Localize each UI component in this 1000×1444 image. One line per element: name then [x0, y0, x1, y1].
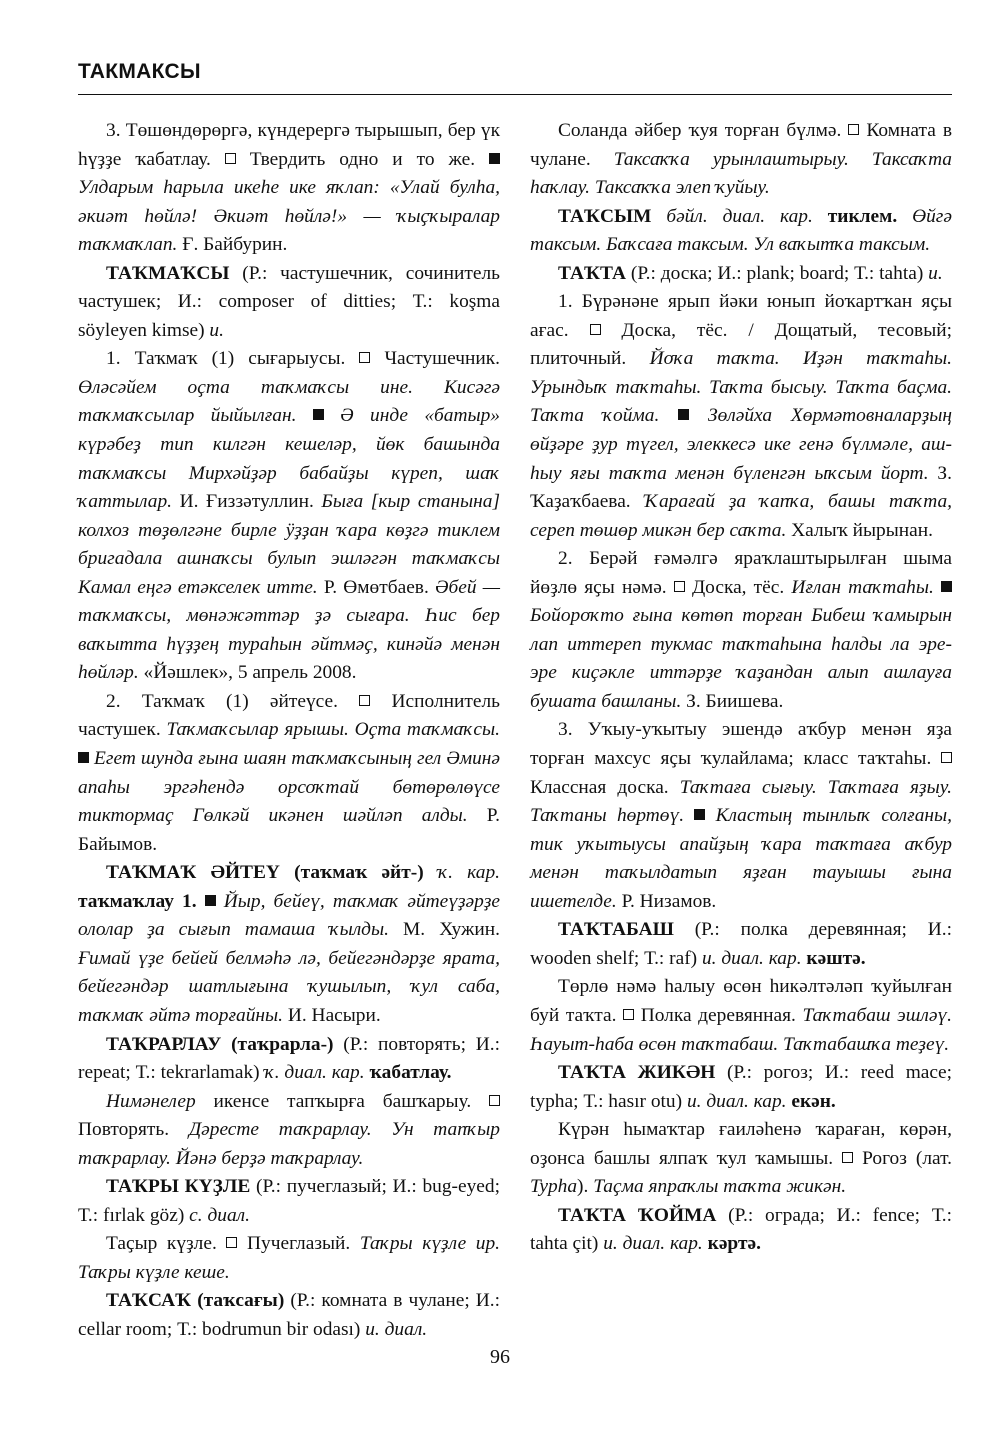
headword-text: екән.: [791, 1090, 836, 1112]
body-text: «Йәшлек», 5 апрель 2008.: [138, 662, 357, 684]
headword-text: ТАҠМАҠ ӘЙТЕҮ: [106, 862, 280, 884]
body-text: 2. Таҡмаҡ (1) әйтеүсе.: [106, 690, 360, 712]
russian-translation-square-icon: [623, 1009, 634, 1020]
body-text: (Р.: доска; И.: plank; board; Т.: tahta): [626, 262, 929, 284]
body-text: [813, 206, 828, 227]
body-text: Твердить одно и то же.: [235, 148, 490, 170]
running-head: ТАКМАКСЫ: [78, 60, 201, 83]
body-text: Доска, тёс.: [684, 576, 792, 598]
dictionary-paragraph: [530, 545, 952, 716]
italic-text: с. диал.: [189, 1204, 250, 1226]
italic-text: бәйл. диал. кар.: [666, 205, 813, 227]
headword-text: кәртә.: [707, 1233, 761, 1255]
example-marker-square-icon: [941, 581, 952, 592]
headword-text: ТАҠТА ЖИКӘН: [558, 1062, 716, 1084]
italic-text: и.: [209, 319, 224, 341]
dictionary-paragraph: [78, 345, 500, 688]
italic-text: Өйгә таксым. Баҡсаға таксым. Ул ваҡытҡа таксым.: [530, 205, 952, 256]
body-text: З. Биишева.: [681, 690, 784, 712]
body-text: Комната в чулане.: [530, 120, 952, 170]
body-text: Соланда әйбер ҡуя торған бүлмә.: [558, 120, 849, 141]
example-marker-square-icon: [678, 409, 689, 420]
body-text: Повторять.: [78, 1119, 189, 1141]
russian-translation-square-icon: [226, 1237, 237, 1248]
italic-text: Таҡтаға сығыу. Таҡтаға яҙыу. Таҡтаны һөртөү.: [530, 776, 952, 827]
headword-text: ТАҠТА: [558, 262, 627, 284]
body-text: Частушечник.: [370, 348, 500, 370]
body-text: Полка деревянная.: [634, 1004, 803, 1026]
headword-text: ҡабатлау.: [369, 1062, 452, 1084]
italic-text: Улдарым һарыла икеһе ике яҡлап: «Улай булһа, әкиәт һөйлә! Әкиәт һөйлә!» — ҡыҫҡыралар таҡмаҡлап.: [78, 177, 500, 256]
example-marker-square-icon: [78, 752, 89, 763]
dictionary-paragraph: [530, 203, 952, 260]
italic-text: ҡ. диал. кар.: [264, 1062, 365, 1084]
headword-text: ТАҠРАРЛАУ: [106, 1033, 222, 1055]
russian-translation-square-icon: [842, 1152, 853, 1163]
body-text: Исполнитель частушек.: [78, 690, 500, 741]
italic-text: Зөләйха Хөрмәтовналарҙың өйҙәре ҙур түгел, элеккесә ике генә бүлмәле, аш-һыу яғы таҡта менән бүленгән ыҡсым йорт.: [530, 405, 953, 484]
russian-translation-square-icon: [590, 324, 601, 335]
italic-text: Таҡры күҙле ир. Таҡры күҙле кеше.: [78, 1233, 501, 1283]
headword-text: ТАҠТА ҠОЙМА: [558, 1204, 717, 1226]
italic-text: Нимәнелер: [106, 1090, 196, 1112]
italic-text: Таҡмаҡсылар ярышы. Оҫта таҡмаҡсы.: [166, 719, 500, 741]
body-text: Күрән һымаҡтар ғаиләһенә ҡараған, көрән, оҙонса башлы ялпаҡ ҡул ҡамышы.: [530, 1119, 952, 1169]
italic-text: Иғлан таҡтаһы.: [791, 576, 941, 598]
italic-text: Ҡарағай ҙа ҡапҡа, башы таҡта, сереп төшөр микән бер саҡта.: [530, 491, 952, 541]
dictionary-paragraph: [530, 916, 952, 973]
italic-text: Егет шунда ғына шаян таҡмаҡсының гел Әминә апаһы эргәһендә орсоҡтай бөтөрөлөүсе тиктормаҫ Гөлкәй икәнен шәйләп алды.: [78, 748, 500, 827]
italic-text: Әбей — таҡмаҡсы, мөнәжәттәр ҙә сығара. Һис бер ваҡытта һүҙҙең тураһын әйтмәҫ, кинәйә менән һөйләр.: [78, 576, 500, 684]
body-text: ).: [577, 1176, 594, 1198]
body-text: М. Хужин.: [388, 919, 500, 941]
right-column: [530, 117, 952, 1259]
body-text: Ғ. Байбурин.: [177, 234, 288, 256]
dictionary-paragraph: [530, 1116, 952, 1202]
body-text: Таҫыр күҙле.: [106, 1233, 227, 1255]
body-text: Пучеглазый.: [237, 1233, 360, 1255]
italic-text: и. диал. кар.: [701, 947, 802, 969]
dictionary-paragraph: [78, 260, 500, 346]
dictionary-paragraph: [530, 1059, 952, 1116]
headword-text: (таҡсағы): [191, 1290, 285, 1312]
body-text: (Р.: полка деревянная; И.: wooden shelf; Т.: raf): [530, 919, 952, 969]
body-text: (Р.: частушечник, сочинитель частушек; И.: composer of ditties; Т.: koşma söyleyen kimse): [78, 262, 500, 341]
headword-text: ТАҠТАБАШ: [558, 919, 674, 941]
example-marker-square-icon: [313, 409, 324, 420]
dictionary-paragraph: [78, 688, 500, 859]
body-text: 2. Берәй ғәмәлгә яраҡлаштырылған шыма йөҙлө яҫы нәмә.: [530, 548, 952, 598]
dictionary-paragraph: [530, 288, 952, 545]
russian-translation-square-icon: [359, 695, 370, 706]
body-text: Классная доска.: [530, 776, 680, 798]
body-text: [197, 891, 205, 912]
dictionary-paragraph: [78, 1031, 500, 1088]
body-text: Халыҡ йырынан.: [786, 519, 933, 541]
italic-text: Бойороҡто ғына көтөп торған Бибеш ҡамырын лап иттереп тукмас таҡтаһына һалды ла эре-эре киҫәкле иттәрҙе ҡаҙандан алып ашлауға бушата башланы.: [530, 605, 952, 712]
italic-text: Быға [кыр станына] колхоз төҙөлгәне бирле ӱҙҙан ҡара көҙгә тиклем бригадала ашнаҡсы булып эшләгән таҡмаҡсы Камал еңгә етәкселек итте.: [78, 491, 500, 598]
headword-text: (таҡмаҡ әйт-): [279, 862, 424, 884]
body-text: икенсе тапҡырға башҡарыу.: [195, 1090, 489, 1112]
body-text: 1. Таҡмаҡ (1) сығарыусы.: [106, 348, 360, 370]
russian-translation-square-icon: [941, 752, 952, 763]
body-text: З. Ҡаҙаҡбаева.: [530, 462, 952, 513]
dictionary-paragraph: [530, 716, 952, 916]
italic-text: Таҫма япраҡлы таҡта жикән.: [593, 1176, 847, 1198]
headword-text: кәштә.: [806, 947, 866, 969]
italic-text: и. диал. кар.: [603, 1233, 703, 1255]
body-text: [424, 862, 438, 883]
body-text: 3. Төшөндөрөргә, күндерергә тырышып, бер үк һүҙҙе ҡабатлау.: [78, 120, 500, 170]
italic-text: Таксаҡҡа урынлаштырыу. Таксаҡта һаҡлау. Таксаҡҡа элеп ҡуйыу.: [530, 148, 953, 199]
body-text: [897, 206, 912, 227]
russian-translation-square-icon: [225, 153, 236, 164]
dictionary-paragraph: [530, 973, 952, 1059]
headword-text: тиклем.: [827, 205, 898, 227]
example-marker-square-icon: [205, 895, 216, 906]
body-text: [651, 206, 666, 227]
body-text: И. Насыри.: [283, 1004, 381, 1026]
dictionary-paragraph: [78, 1173, 500, 1230]
body-text: (Р.: пучеглазый; И.: bug-eyed; Т.: fırlak göz): [78, 1176, 500, 1226]
italic-text: Typha: [530, 1176, 578, 1198]
italic-text: Ә инде «батыр» күрәбеҙ тип килгән кешеләр, йөк башында таҡмаҡсы Мирхәйҙәр бабайҙы күреп, шаҡ ҡаттылар.: [78, 405, 500, 513]
russian-translation-square-icon: [359, 352, 370, 363]
headword-text: ТАҠМАҠСЫ: [106, 262, 230, 284]
dictionary-paragraph: [530, 1202, 952, 1259]
body-text: 1. Бүрәнәне ярып йәки юнып йоҡартҡан яҫы ағас.: [530, 291, 952, 341]
body-text: (Р.: повторять; И.: repeat; Т.: tekrarlamak): [78, 1033, 500, 1084]
example-marker-square-icon: [489, 153, 500, 164]
headword-text: (таҡрарла-): [221, 1033, 334, 1055]
body-text: (Р.: рогоз; И.: reed mace; typha; Т.: hasır otu): [530, 1062, 952, 1112]
italic-text: ҡ. кар.: [437, 862, 500, 884]
dictionary-paragraph: [530, 260, 952, 289]
headword-text: ТАҠСЫМ: [558, 205, 652, 227]
italic-text: и. диал. кар.: [686, 1090, 787, 1112]
headword-text: таҡмаҡлау 1.: [78, 890, 197, 912]
italic-text: Кластың тынлыҡ солғаны, тик уҡытыусы апайҙың ҡара таҡтаға аҡбур менән таҡылдатып яҙған тауышы ғына ишетелде.: [530, 805, 952, 912]
page-number: 96: [490, 1346, 510, 1368]
italic-text: Йыр, бейеү, таҡмаҡ әйтеүҙәрҙе ололар ҙа сығып тамаша ҡылды.: [78, 890, 500, 941]
body-text: Доска, тёс. / Дощатый, тесовый; плиточный.: [530, 319, 952, 370]
dictionary-paragraph: [78, 117, 500, 260]
body-text: Р. Өмөтбаев.: [317, 576, 436, 598]
russian-translation-square-icon: [848, 124, 859, 135]
headword-text: ТАҠРЫ КҮҘЛЕ: [106, 1176, 251, 1198]
body-text: Төрлө нәмә һалыу өсөн һикәлтәләп ҡуйылған буй таҡта.: [530, 976, 952, 1026]
body-text: (Р.: комната в чулане; И.: cellar room; Т.: bodrumun bir odası): [78, 1290, 500, 1340]
example-marker-square-icon: [694, 809, 705, 820]
header-rule: [78, 94, 952, 95]
italic-text: Дәресте таҡрарлау. Ун тапҡыр таҡрарлау. Йәнә берҙә таҡрарлау.: [78, 1119, 500, 1169]
italic-text: и. диал.: [365, 1318, 428, 1340]
dictionary-paragraph: [78, 859, 500, 1030]
left-column: [78, 117, 500, 1345]
headword-text: ТАҠСАҠ: [106, 1290, 192, 1312]
italic-text: Ғимай үҙе бейей белмәһә лә, бейегәндәрҙе ярата, бейегәндәр шатлығына ҡушылып, ҡул саба, таҡмаҡ әйтә торғайны.: [78, 947, 500, 1026]
dictionary-paragraph: [78, 1088, 500, 1174]
body-text: Р. Низамов.: [616, 890, 717, 912]
body-text: 3. Уҡыу-уҡытыу эшендә аҡбур менән яҙа торған махсус яҫы ҡулайлама; класс таҡтаһы.: [530, 719, 952, 770]
dictionary-paragraph: [78, 1287, 500, 1344]
dictionary-paragraph: [78, 1230, 500, 1287]
italic-text: и.: [928, 262, 943, 284]
italic-text: Таҡтабаш эшләү. Һауыт-һаба өсөн таҡтабаш. Таҡтабашҡа теҙеү.: [530, 1004, 952, 1055]
body-text: И. Ғиззәтуллин.: [172, 491, 322, 513]
italic-text: Йоҡа таҡта. Иҙән таҡтаһы. Урындыҡ таҡтаһы. Таҡта бысыу. Таҡта баҫма. Таҡта ҡойма.: [530, 348, 952, 427]
body-text: Рогоз (лат.: [853, 1147, 952, 1169]
italic-text: Өләсәйем оҫта таҡмаҡсы ине. Кисәгә таҡмаҡсылар йыйылған.: [78, 376, 500, 427]
body-text: (Р.: ограда; И.: fence; Т.: tahta çit): [530, 1204, 952, 1255]
russian-translation-square-icon: [674, 581, 685, 592]
russian-translation-square-icon: [489, 1095, 500, 1106]
dictionary-paragraph: [530, 117, 952, 203]
body-text: Р. Байымов.: [78, 805, 500, 855]
